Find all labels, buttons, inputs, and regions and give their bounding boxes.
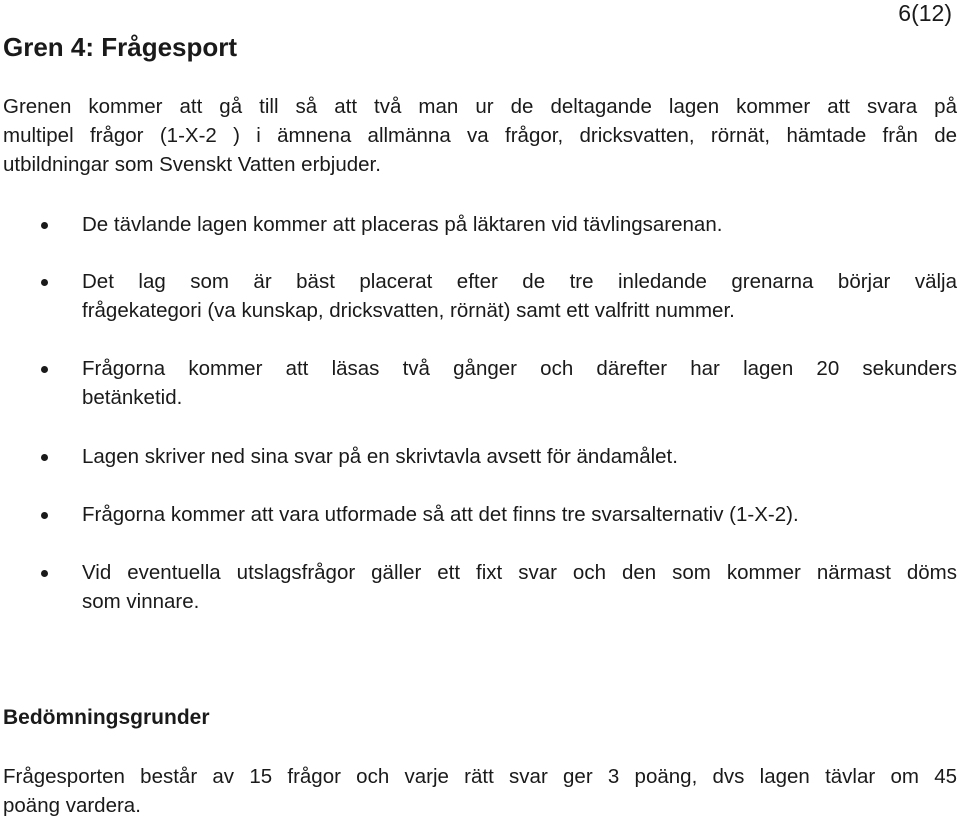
list-item-line: Frågorna kommer att vara utformade så att det finns tre svarsalternativ (1-X-2). xyxy=(82,503,799,526)
list-item-line: betänketid. xyxy=(82,386,183,409)
list-item-line: De tävlande lagen kommer att placeras på läktaren vid tävlingsarenan. xyxy=(82,213,723,236)
bullet-icon xyxy=(41,512,48,519)
bullet-icon xyxy=(41,366,48,373)
list-item-text xyxy=(82,267,957,325)
list-item-line: Lagen skriver ned sina svar på en skrivtavla avsett för ändamålet. xyxy=(82,445,678,468)
intro-line-2: multipel frågor (1-X-2 ) i ämnena allmänna va frågor, dricksvatten, rörnät, hämtade från de xyxy=(3,124,957,147)
page-number: 6(12) xyxy=(898,0,952,26)
intro-line-3: utbildningar som Svenskt Vatten erbjuder. xyxy=(3,153,381,176)
intro-paragraph xyxy=(3,92,957,179)
bullet-icon xyxy=(41,570,48,577)
list-item-line: frågekategori (va kunskap, dricksvatten, rörnät) samt ett valfritt nummer. xyxy=(82,299,735,322)
closing-line-1: Frågesporten består av 15 frågor och varje rätt svar ger 3 poäng, dvs lagen tävlar om 45 xyxy=(3,765,957,788)
list-item-line: Vid eventuella utslagsfrågor gäller ett fixt svar och den som kommer närmast döms xyxy=(82,561,957,584)
page-title: Gren 4: Frågesport xyxy=(3,32,238,62)
closing-line-2: poäng vardera. xyxy=(3,794,141,817)
bullet-icon xyxy=(41,279,48,286)
bullet-icon xyxy=(41,454,48,461)
list-item-line: Det lag som är bäst placerat efter de tre inledande grenarna börjar välja xyxy=(82,270,957,293)
list-item-text xyxy=(82,210,957,239)
section-heading: Bedömningsgrunder xyxy=(3,706,210,729)
list-item-text xyxy=(82,558,957,616)
closing-paragraph xyxy=(3,762,957,820)
list-item-line: som vinnare. xyxy=(82,590,200,613)
list-item-text xyxy=(82,500,957,529)
list-item-line: Frågorna kommer att läsas två gånger och därefter har lagen 20 sekunders xyxy=(82,357,957,380)
list-item-text xyxy=(82,354,957,412)
list-item-text xyxy=(82,442,957,471)
bullet-icon xyxy=(41,222,48,229)
intro-line-1: Grenen kommer att gå till så att två man ur de deltagande lagen kommer att svara på xyxy=(3,95,957,118)
